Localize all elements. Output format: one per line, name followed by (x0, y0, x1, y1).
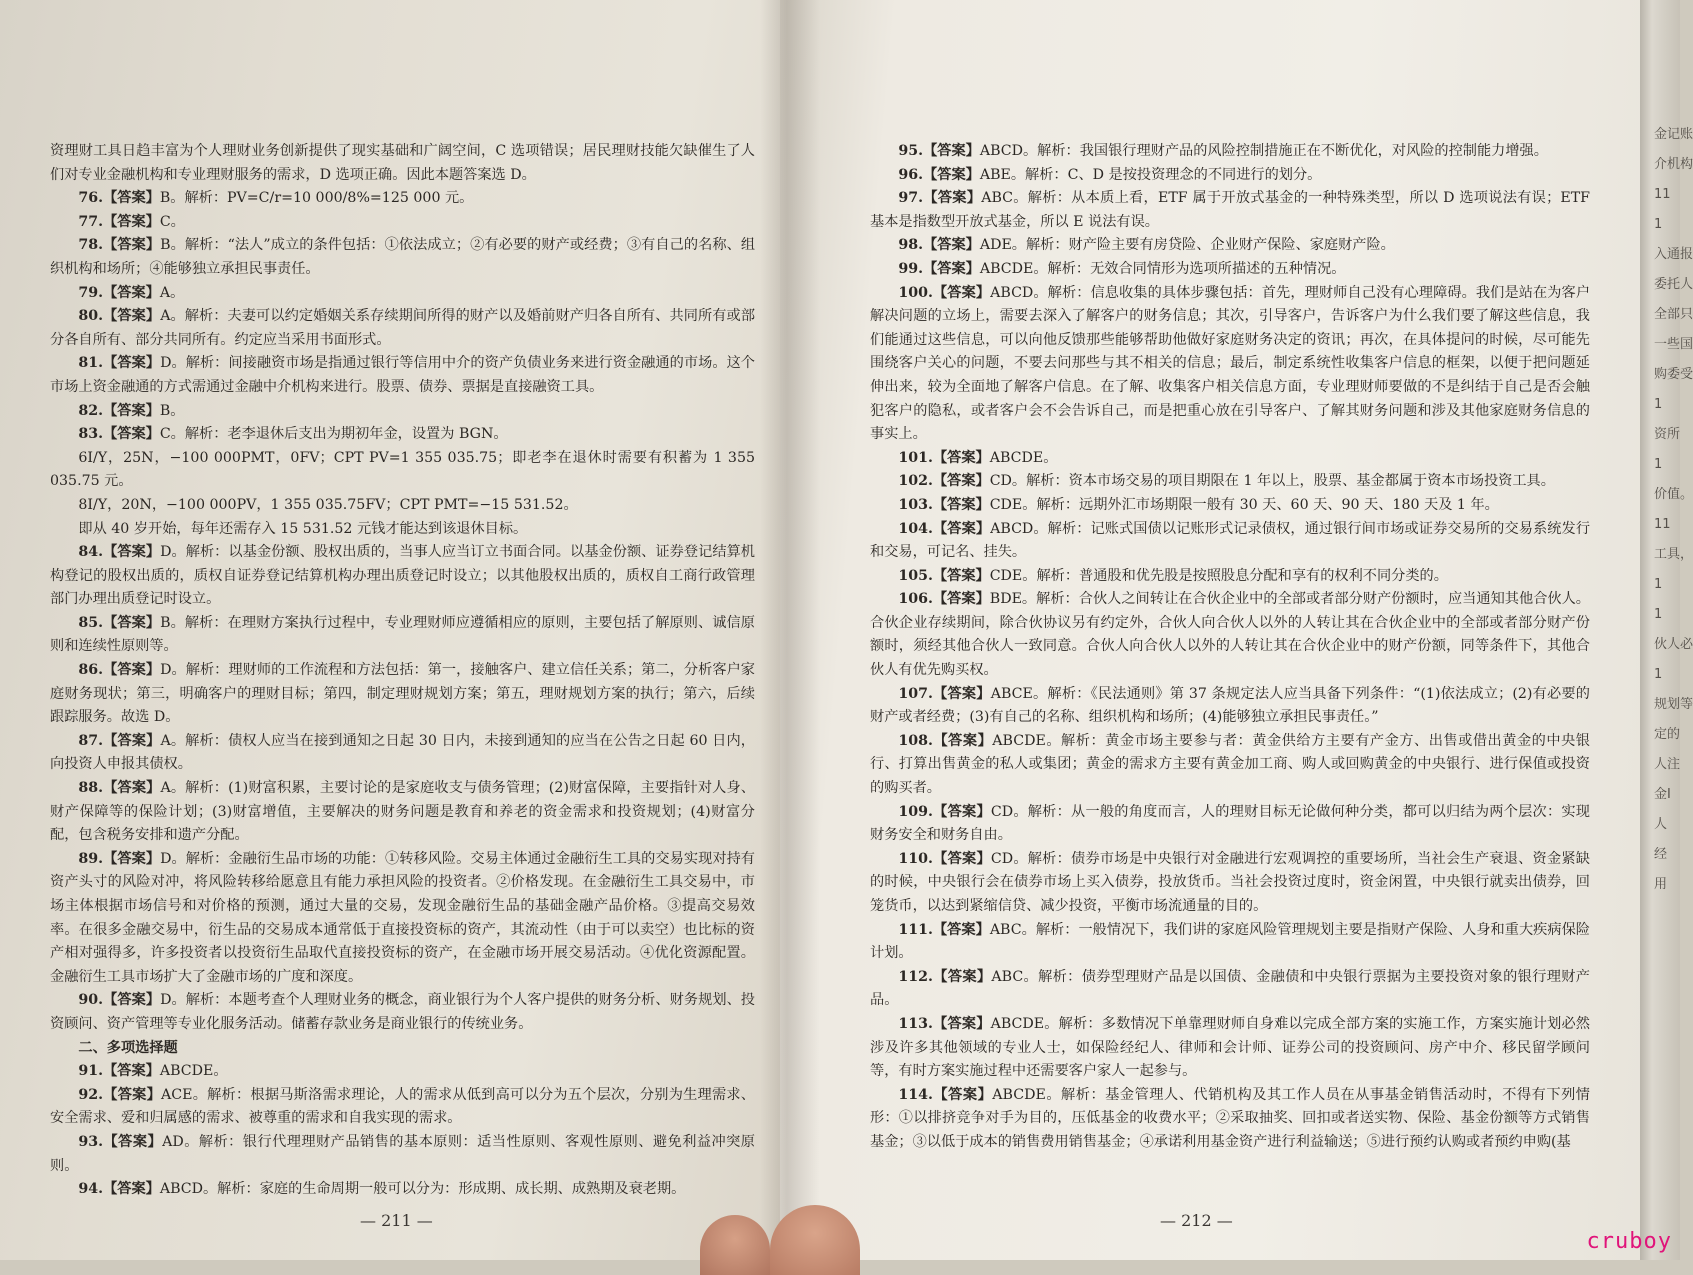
left-page-number: — 211 — (360, 1211, 433, 1230)
answer-paragraph (870, 848, 1590, 919)
answer-tag: 93.【答案】 (78, 1133, 163, 1150)
answer-paragraph (870, 447, 1590, 471)
answer-paragraph (870, 1084, 1590, 1155)
left-page-text-column (50, 140, 755, 1202)
edge-text-fragment: 一些国 (1654, 337, 1693, 352)
edge-text-fragment: 1 (1654, 607, 1663, 622)
answer-paragraph (50, 447, 755, 494)
edge-text-fragment: 金记账 (1654, 127, 1693, 142)
answer-text: ABCDE。 (159, 1063, 228, 1080)
left-page (0, 0, 780, 1260)
answer-tag: 98.【答案】 (898, 237, 980, 254)
edge-text-fragment: 11 (1654, 187, 1671, 202)
answer-tag: 110.【答案】 (898, 850, 991, 867)
answer-paragraph (50, 541, 755, 612)
answer-text: C。 (159, 213, 185, 230)
answer-tag: 101.【答案】 (898, 449, 990, 466)
answer-tag: 90.【答案】 (78, 992, 161, 1009)
answer-paragraph (50, 234, 755, 281)
answer-text: A。 (159, 284, 185, 301)
answer-paragraph (50, 989, 755, 1036)
edge-text-fragment: 规划等 (1654, 697, 1693, 712)
answer-tag: 106.【答案】 (898, 591, 990, 608)
section-heading: 二、多项选择题 (78, 1039, 178, 1056)
edge-text-fragment: 1 (1654, 577, 1663, 592)
edge-text-fragment: 1 (1654, 457, 1663, 472)
answer-text: ABCDE。 (989, 449, 1058, 466)
watermark: cruboy (1586, 1229, 1672, 1254)
edge-text-fragment: 经 (1654, 847, 1668, 862)
answer-tag: 99.【答案】 (898, 260, 980, 277)
answer-text: 即从 40 岁开始，每年还需存入 15 531.52 元钱才能达到该退休目标。 (78, 520, 528, 537)
answer-paragraph (50, 282, 755, 306)
answer-paragraph (870, 470, 1590, 494)
answer-text: D。解析：间接融资市场是指通过银行等信用中介的资产负债业务来进行资金融通的市场。这个市场上资金融通的方式需通过金融中介机构来进行。股票、债券、票据是直接融资工具。 (50, 355, 755, 395)
answer-paragraph (50, 494, 755, 518)
answer-paragraph (870, 494, 1590, 518)
answer-paragraph (50, 1060, 755, 1084)
answer-paragraph (870, 966, 1590, 1013)
answer-tag: 83.【答案】 (78, 426, 160, 443)
answer-paragraph (50, 1131, 755, 1178)
edge-text-fragment: 人注 (1654, 757, 1681, 772)
answer-paragraph (50, 140, 755, 187)
answer-paragraph (50, 777, 755, 848)
answer-text: D。解析：金融衍生品市场的功能：①转移风险。交易主体通过金融衍生工具的交易实现对持有资产头寸的风险对冲，将风险转移给愿意且有能力承担风险的投资者。②价格发现。在金融衍生工具交易中，市场主体根据市场信号和对价格的预测，通过大量的交易，发现金融衍生品的基础金融产品价格。③提高交易效率。在很多金融交易中，衍生品的交易成本通常低于直接投资标的资产，其流动性（由于可以卖空）也比标的资产相对强得多，许多投资者以投资衍生品取代直接投资标的资产，在金融市场开展交易活动。④优化资源配置。金融衍生工具市场扩大了金融市场的广度和深度。 (50, 850, 755, 985)
answer-tag: 91.【答案】 (78, 1063, 160, 1080)
answer-tag: 77.【答案】 (78, 213, 160, 230)
right-page (780, 0, 1640, 1260)
answer-tag: 100.【答案】 (898, 284, 991, 301)
answer-text: ABCE。解析：《民法通则》第 37 条规定法人应当具备下列条件：“(1)依法成立；(2)有必要的财产或者经费；(3)有自己的名称、组织机构和场所；(4)能够独立承担民事责任。” (870, 685, 1590, 726)
answer-paragraph (50, 423, 755, 447)
answer-tag: 84.【答案】 (78, 544, 161, 561)
answer-paragraph (870, 588, 1590, 682)
answer-tag: 78.【答案】 (78, 237, 161, 254)
answer-paragraph (50, 518, 755, 542)
answer-text: A。解析：债权人应当在接到通知之日起 30 日内，未接到通知的应当在公告之日起 60 日内，向投资人申报其债权。 (50, 732, 755, 773)
answer-tag: 89.【答案】 (78, 850, 161, 867)
answer-tag: 113.【答案】 (898, 1015, 991, 1032)
answer-tag: 96.【答案】 (898, 166, 980, 183)
answer-tag: 112.【答案】 (898, 968, 992, 985)
answer-paragraph (870, 801, 1590, 848)
answer-tag: 114.【答案】 (898, 1086, 993, 1103)
answer-text: D。解析：以基金份额、股权出质的，当事人应当订立书面合同。以基金份额、证券登记结算机构登记的股权出质的，质权自证券登记结算机构办理出质登记时设立；以其他股权出质的，质权自工商行政管理部门办理出质登记时设立。 (50, 544, 755, 608)
right-page-text-column (870, 140, 1590, 1155)
answer-text: ABCDE。解析：无效合同情形为选项所描述的五种情况。 (979, 260, 1346, 277)
answer-paragraph (50, 400, 755, 424)
answer-paragraph (50, 612, 755, 659)
edge-text-fragment: 1 (1654, 667, 1663, 682)
answer-paragraph (50, 1178, 755, 1202)
answer-text: BDE。解析：合伙人之间转让在合伙企业中的全部或者部分财产份额时，应当通知其他合伙人。合伙企业存续期间，除合伙协议另有约定外，合伙人向合伙人以外的人转让其在合伙企业中的全部或者部分财产份额时，须经其他合伙人一致同意。合伙人向合伙人以外的人转让其在合伙企业中的财产份额，同等条件下，其他合伙人有优先购买权。 (870, 591, 1590, 679)
answer-tag: 86.【答案】 (78, 662, 161, 679)
answer-text: 8I/Y，20N，−100 000PV，1 355 035.75FV；CPT PMT=−15 531.52。 (78, 496, 578, 513)
answer-tag: 80.【答案】 (78, 308, 161, 325)
answer-text: ADE。解析：财产险主要有房贷险、企业财产保险、家庭财产险。 (979, 237, 1395, 254)
answer-text: ABCD。解析：我国银行理财产品的风险控制措施正在不断优化，对风险的控制能力增强。 (979, 143, 1548, 159)
answer-text: CD。解析：债券市场是中央银行对金融进行宏观调控的重要场所，当社会生产衰退、资金紧缺的时候，中央银行会在债券市场上买入债券，投放货币。当社会投资过度时，资金闲置，中央银行就卖出债券，回笼货币，以达到紧缩信贷、减少投资，平衡市场流通量的目的。 (870, 850, 1590, 914)
answer-paragraph (50, 352, 755, 399)
answer-tag: 95.【答案】 (898, 143, 980, 159)
answer-paragraph (870, 730, 1590, 801)
answer-text: AD。解析：银行代理理财产品销售的基本原则：适当性原则、客观性原则、避免利益冲突原则。 (50, 1133, 755, 1174)
answer-text: C。解析：老李退休后支出为期初年金，设置为 BGN。 (159, 426, 508, 443)
answer-paragraph (870, 282, 1590, 447)
answer-paragraph (870, 187, 1590, 234)
answer-text: ABCD。解析：记账式国债以记账形式记录债权，通过银行间市场或证券交易所的交易系统发行和交易，可记名、挂失。 (870, 520, 1591, 561)
answer-paragraph (50, 1084, 755, 1131)
answer-text: B。 (159, 402, 185, 419)
answer-text: ABC。解析：从本质上看，ETF 属于开放式基金的一种特殊类型，所以 D 选项说法有误；ETF 基本是指数型开放式基金，所以 E 说法有误。 (870, 190, 1590, 230)
answer-paragraph (50, 211, 755, 235)
answer-text: ABCDE。解析：多数情况下单靠理财师自身难以完成全部方案的实施工作，方案实施计划必然涉及许多其他领域的专业人士，如保险经纪人、律师和会计师、证券公司的投资顾问、房产中介、移民留学顾问等，有时方案实施过程中还需要客户家人一起参与。 (870, 1015, 1590, 1080)
answer-paragraph (870, 140, 1590, 164)
answer-text: ABCDE。解析：黄金市场主要参与者：黄金供给方主要有产金方、出售或借出黄金的中央银行、打算出售黄金的私人或集团；黄金的需求方主要有黄金加工商、购人或回购黄金的中央银行、进行保值或投资的购买者。 (870, 732, 1590, 797)
answer-tag: 108.【答案】 (898, 732, 993, 749)
answer-tag: 97.【答案】 (898, 190, 982, 207)
answer-tag: 94.【答案】 (78, 1181, 160, 1198)
answer-text: CDE。解析：远期外汇市场期限一般有 30 天、60 天、90 天、180 天及 1 年。 (989, 496, 1499, 513)
answer-tag: 103.【答案】 (898, 496, 990, 513)
edge-text-fragment: 11 (1654, 517, 1671, 532)
answer-text: A。解析：夫妻可以约定婚姻关系存续期间所得的财产以及婚前财产归各自所有、共同所有或部分各自所有、部分共同所有。约定应当采用书面形式。 (50, 308, 756, 348)
answer-paragraph (50, 730, 755, 777)
answer-paragraph (870, 518, 1590, 565)
answer-tag: 88.【答案】 (78, 780, 161, 797)
answer-text: B。解析：“法人”成立的条件包括：①依法成立；②有必要的财产或经费；③有自己的名称、组织机构和场所；④能够独立承担民事责任。 (50, 237, 756, 277)
answer-paragraph (50, 848, 755, 990)
answer-tag: 87.【答案】 (78, 732, 161, 749)
answer-text: CD。解析：资本市场交易的项目期限在 1 年以上，股票、基金都属于资本市场投资工具。 (989, 473, 1555, 490)
answer-paragraph (870, 565, 1590, 589)
answer-paragraph (870, 258, 1590, 282)
answer-tag: 111.【答案】 (898, 921, 990, 938)
answer-text: ABE。解析：C、D 是按投资理念的不同进行的划分。 (979, 166, 1322, 183)
answer-text: D。解析：理财师的工作流程和方法包括：第一，接触客户、建立信任关系；第二，分析客户家庭财务现状；第三，明确客户的理财目标；第四，制定理财规划方案；第五，理财规划方案的执行；第六，后续跟踪服务。故选 D。 (50, 662, 755, 726)
answer-tag: 81.【答案】 (78, 355, 161, 372)
answer-tag: 104.【答案】 (898, 520, 991, 537)
answer-paragraph (50, 659, 755, 730)
answer-text: ABCD。解析：信息收集的具体步骤包括：首先，理财师自己没有心理障碍。我们是站在为客户解决问题的立场上，需要去深入了解客户的财务信息；其次，引导客户，告诉客户为什么我们要了解这些信息，我们能通过这些信息，可以向他反馈那些能够帮助他做好家庭财务决定的资讯；再次，在具体提问的时候，尽可能先围绕客户关心的问题，不要去问那些与其不相关的信息；最后，制定系统性收集客户信息的框架，以便于把问题延伸出来，较为全面地了解客户信息。在了解、收集客户相关信息方面，专业理财师要做的不是纠结于自己是否会触犯客户的隐私，或者客户会不会告诉自己，而是把重心放在引导客户、了解其财务问题和涉及其他家庭财务信息的事实上。 (870, 284, 1591, 443)
edge-text-fragment: 金I (1654, 787, 1671, 802)
edge-text-fragment: 工具， (1654, 547, 1693, 562)
edge-text-fragment: 购委受 (1654, 367, 1693, 382)
answer-text: A。解析：(1)财富积累，主要讨论的是家庭收支与债务管理；(2)财富保障，主要指针对人身、财产保障等的保险计划；(3)财富增值，主要解决的财务问题是教育和养老的资金需求和投资规划；(4)财富分配，包含税务安排和遗产分配。 (50, 780, 755, 844)
edge-text-fragment: 人 (1654, 817, 1668, 832)
right-page-number: — 212 — (1160, 1211, 1233, 1230)
answer-text: ABC。解析：一般情况下，我们讲的家庭风险管理规划主要是指财产保险、人身和重大疾病保险计划。 (870, 921, 1590, 962)
answer-tag: 92.【答案】 (78, 1086, 162, 1103)
answer-tag: 85.【答案】 (78, 614, 161, 631)
answer-text: ABCD。解析：家庭的生命周期一般可以分为：形成期、成长期、成熟期及衰老期。 (159, 1181, 686, 1198)
answer-tag: 79.【答案】 (78, 284, 160, 301)
answer-paragraph (870, 919, 1590, 966)
edge-text-fragment: 委托人 (1654, 277, 1693, 292)
answer-tag: 109.【答案】 (898, 803, 991, 820)
edge-text-fragment: 资所 (1654, 427, 1681, 442)
edge-text-fragment: 全部只 (1654, 307, 1693, 322)
answer-text: 6I/Y，25N，−100 000PMT，0FV；CPT PV=1 355 035.75；即老李在退休时需要有积蓄为 1 355 035.75 元。 (50, 449, 755, 490)
answer-paragraph (50, 305, 755, 352)
next-page-edge (1640, 0, 1693, 1260)
answer-tag: 102.【答案】 (898, 473, 990, 490)
answer-text: B。解析：PV=C/r=10 000/8%=125 000 元。 (159, 190, 474, 207)
answer-text: ACE。解析：根据马斯洛需求理论，人的需求从低到高可以分为五个层次，分别为生理需求、安全需求、爱和归属感的需求、被尊重的需求和自我实现的需求。 (50, 1086, 755, 1127)
answer-text: ABCDE。解析：基金管理人、代销机构及其工作人员在从事基金销售活动时，不得有下列情形：①以排挤竞争对手为目的，压低基金的收费水平；②采取抽奖、回扣或者送实物、保险、基金份额等方式销售基金；③以低于成本的销售费用销售基金；④承诺利用基金资产进行利益输送；⑤进行预约认购或者预约申购(基 (870, 1086, 1590, 1150)
edge-text-fragment: 入通报 (1654, 247, 1693, 262)
edge-text-fragment: 伙人必 (1654, 637, 1693, 652)
answer-tag: 76.【答案】 (78, 190, 160, 207)
answer-text: 资理财工具日趋丰富为个人理财业务创新提供了现实基础和广阔空间，C 选项错误；居民理财技能欠缺催生了人们对专业金融机构和专业理财服务的需求，D 选项正确。因此本题答案选 D。 (50, 143, 755, 183)
edge-text-fragment: 1 (1654, 217, 1663, 232)
edge-text-fragment: 用 (1654, 877, 1668, 892)
edge-text-fragment: 价值。 (1654, 487, 1693, 502)
answer-tag: 82.【答案】 (78, 402, 160, 419)
answer-paragraph (870, 683, 1590, 730)
edge-text-fragment: 介机构 (1654, 157, 1693, 172)
answer-text: D。解析：本题考查个人理财业务的概念，商业银行为个人客户提供的财务分析、财务规划、投资顾问、资产管理等专业化服务活动。储蓄存款业务是商业银行的传统业务。 (50, 992, 755, 1032)
edge-text-fragment: 定的 (1654, 727, 1681, 742)
answer-tag: 105.【答案】 (898, 567, 990, 584)
answer-text: B。解析：在理财方案执行过程中，专业理财师应遵循相应的原则，主要包括了解原则、诚信原则和连续性原则等。 (50, 614, 755, 655)
answer-text: CD。解析：从一般的角度而言，人的理财目标无论做何种分类，都可以归结为两个层次：实现财务安全和财务自由。 (870, 803, 1590, 844)
answer-text: CDE。解析：普通股和优先股是按照股息分配和享有的权利不同分类的。 (989, 567, 1448, 584)
answer-tag: 107.【答案】 (898, 685, 991, 702)
answer-paragraph (870, 164, 1590, 188)
answer-text: ABC。解析：债券型理财产品是以国债、金融债和中央银行票据为主要投资对象的银行理财产品。 (870, 968, 1590, 1009)
answer-paragraph (870, 234, 1590, 258)
answer-paragraph (50, 187, 755, 211)
edge-text-fragment: 1 (1654, 397, 1663, 412)
answer-paragraph (870, 1013, 1590, 1084)
